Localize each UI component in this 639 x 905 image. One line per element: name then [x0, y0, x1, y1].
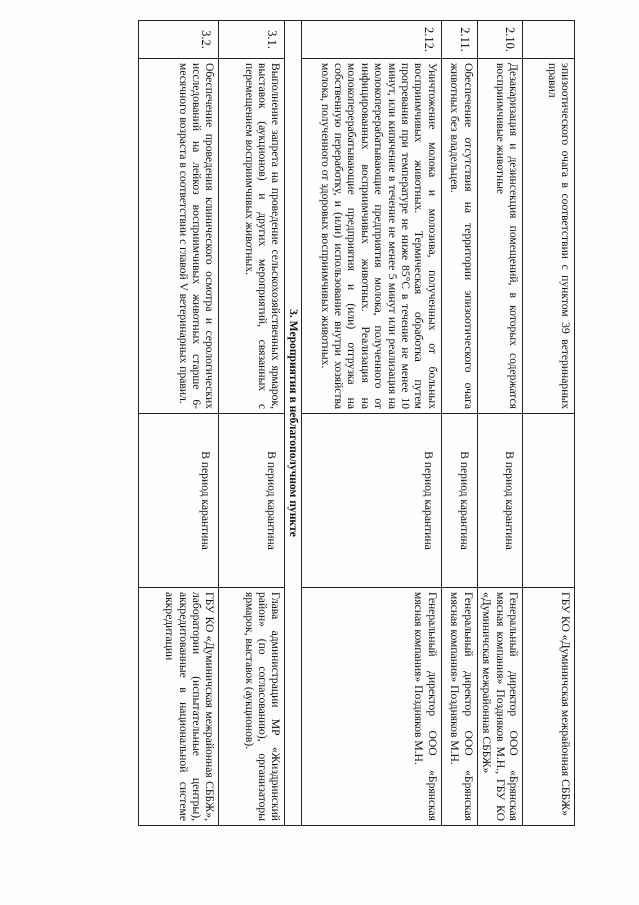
- table-row: [219, 21, 285, 826]
- measure-cell: Обеспечение отсутствия на территории эпизоотического очага животных без владельцев.: [441, 59, 477, 414]
- row-number: 3.2.: [139, 21, 219, 59]
- section-header-row: [285, 21, 301, 826]
- measure-cell: Выполнение запрета на проведение сельскохозяйственных ярмарок, выставок (аукционов) и других мероприятий, связанных с перемещением восприимчивых животных.: [219, 59, 285, 414]
- measure-cell: Обеспечение проведения клинического осмотра и серологических исследований на лейкоз восприимчивых животных старше 6-месячного возраста в соответствии с главой V ветеринарных правил.: [139, 59, 219, 414]
- responsible-cell: Глава администрации МР «Жиздринский район» (по согласованию), организаторы ярмарок, выставок (аукционов).: [219, 588, 285, 826]
- period-cell: В период карантина: [139, 414, 219, 588]
- table-row: [139, 21, 219, 826]
- period-cell: В период карантина: [477, 414, 522, 588]
- responsible-cell: Генеральный директор ООО «Брянская мясная компания» Поздняков М.Н., ГБУ КО «Думиничская межрайонная СББЖ»: [477, 588, 522, 826]
- table-row: [301, 21, 441, 826]
- row-number: 2.12.: [301, 21, 441, 59]
- row-number: 3.1.: [219, 21, 285, 59]
- row-number: 2.10.: [477, 21, 522, 59]
- table-row: [523, 21, 575, 826]
- responsible-cell: Генеральный директор ООО «Брянская мясная компания» Поздняков М.Н.: [301, 588, 441, 826]
- measure-cell: Уничтожение молока и молозива, полученных от больных восприимчивых животных. Термическая обработка путем прогревания при температуре не ниже 85°С в течение не менее 10 минут, или кипячение в течение не менее 5 минут или реализация на молокоперерабатывающие предприятия молока, полученного от инфицированных восприимчивых животных. Реализация на молокоперерабатывающие предприятия и (или) отгрузка на собственную переработку, и (или) использование внутри хозяйства молока, полученного от здоровых восприимчивых животных.: [301, 59, 441, 414]
- period-cell: В период карантина: [301, 414, 441, 588]
- period-cell: [523, 414, 575, 588]
- responsible-cell: ГБУ КО «Думиничская межрайонная СББЖ»: [523, 588, 575, 826]
- table-row: [441, 21, 477, 826]
- row-number: 2.11.: [441, 21, 477, 59]
- measures-table: [138, 20, 575, 826]
- table-row: [477, 21, 522, 826]
- measure-cell: эпизоотического очага в соответствии с пунктом 39 ветеринарных правил: [523, 59, 575, 414]
- responsible-cell: Генеральный директор ООО «Брянская мясная компания» Поздняков М.Н.: [441, 588, 477, 826]
- rotated-table-container: [75, 20, 575, 825]
- responsible-cell: ГБУ КО «Думиничская межрайонная СББЖ», лаборатории (испытательные центры), аккредитованные в национальной системе аккредитации: [139, 588, 219, 826]
- period-cell: В период карантина: [219, 414, 285, 588]
- row-number: [523, 21, 575, 59]
- period-cell: В период карантина: [441, 414, 477, 588]
- measure-cell: Дезакаризация и дезинсекция помещений, в которых содержатся восприимчивые животные: [477, 59, 522, 414]
- section-title: 3. Мероприятия в неблагополучном пункте: [285, 21, 301, 826]
